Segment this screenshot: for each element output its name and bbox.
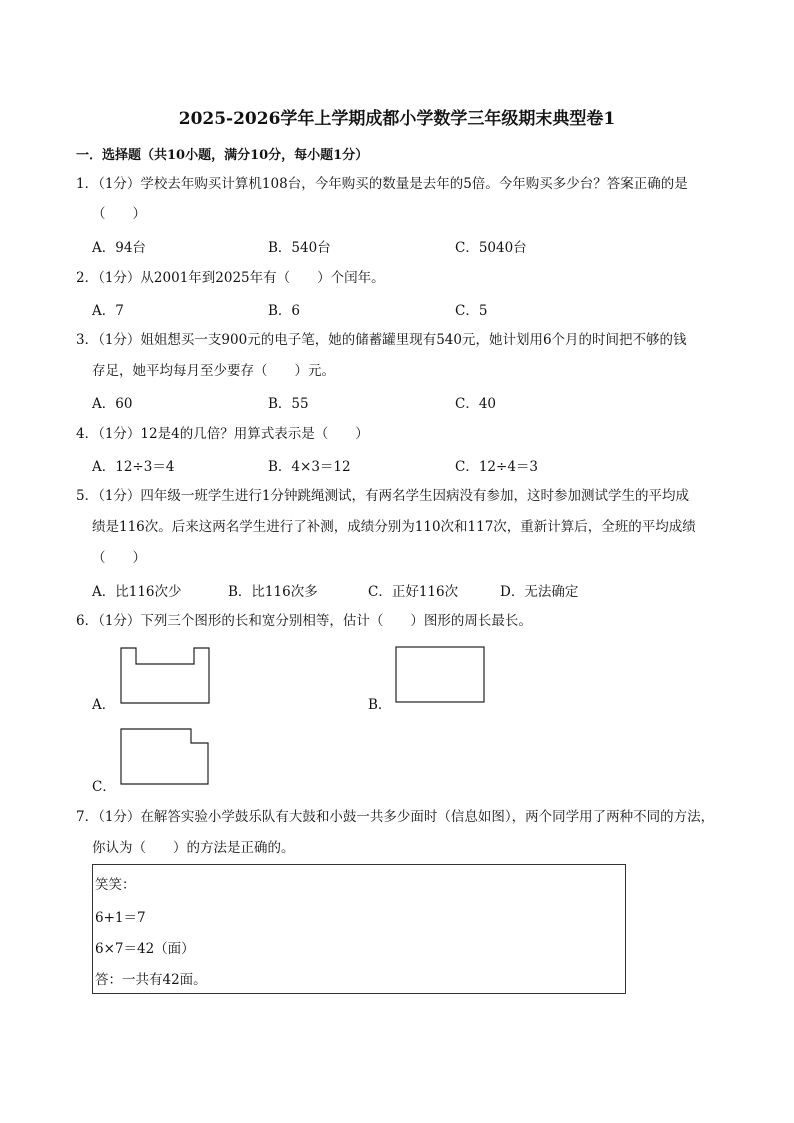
question-3-option-b: B．55 xyxy=(268,396,309,412)
question-5-option-b: B．比116次多 xyxy=(228,584,318,600)
question-7-line-1: 7．（1分）在解答实验小学鼓乐队有大鼓和小鼓一共多少面时（信息如图），两个同学用了两种不同的方法， xyxy=(76,809,715,825)
solution-line-1: 笑笑： xyxy=(95,877,136,893)
question-5-option-d: D．无法确定 xyxy=(500,584,579,600)
solution-line-4: 答：一共有42面。 xyxy=(95,972,207,988)
question-5-option-c: C．正好116次 xyxy=(368,584,459,600)
question-1-line-2: （ ） xyxy=(92,206,146,222)
question-1-option-b: B．540台 xyxy=(268,240,331,256)
question-5-option-a: A．比116次少 xyxy=(92,584,182,600)
question-5-line-1: 5．（1分）四年级一班学生进行1分钟跳绳测试，有两名学生因病没有参加，这时参加测试学生的平均成 xyxy=(76,488,690,504)
solution-box-xiaoxiao xyxy=(92,864,626,994)
figure-c-label: C． xyxy=(92,779,116,795)
figure-a-label: A． xyxy=(92,697,116,713)
section-heading: 一．选择题（共10小题，满分10分，每小题1分） xyxy=(76,148,369,163)
question-6-line-1: 6．（1分）下列三个图形的长和宽分别相等，估计（ ）图形的周长最长。 xyxy=(76,613,532,629)
question-3-option-c: C．40 xyxy=(455,396,497,412)
question-5-line-2: 绩是116次。后来这两名学生进行了补测，成绩分别为110次和117次，重新计算后，全班的平均成绩 xyxy=(92,519,696,535)
solution-line-3: 6×7＝42（面） xyxy=(95,941,195,957)
question-3-line-1: 3．（1分）姐姐想买一支900元的电子笔，她的储蓄罐里现有540元，她计划用6个月的时间把不够的钱 xyxy=(76,332,687,348)
figure-b-rectangle xyxy=(393,645,487,705)
solution-line-2: 6+1＝7 xyxy=(95,910,146,926)
question-4-option-c: C．12÷4＝3 xyxy=(455,459,538,475)
question-2-option-b: B．6 xyxy=(268,303,301,319)
question-5-line-3: （ ） xyxy=(92,550,146,566)
question-1-option-a: A．94台 xyxy=(92,240,146,256)
page-title: 2025-2026学年上学期成都小学数学三年级期末典型卷1 xyxy=(178,109,616,129)
figure-b-label: B． xyxy=(368,697,392,713)
question-2-option-a: A．7 xyxy=(92,303,124,319)
question-2-line-1: 2．（1分）从2001年到2025年有（ ）个闰年。 xyxy=(76,270,385,286)
question-7-line-2: 你认为（ ）的方法是正确的。 xyxy=(92,840,295,856)
question-1-line-1: 1．（1分）学校去年购买计算机108台，今年购买的数量是去年的5倍。今年购买多少台？答案正确的是 xyxy=(76,176,688,192)
figure-a-notched-rectangle xyxy=(118,646,212,706)
figure-c-cut-corner-rectangle xyxy=(118,727,212,787)
question-4-option-b: B．4×3＝12 xyxy=(268,459,351,475)
question-3-line-2: 存足，她平均每月至少要存（ ）元。 xyxy=(92,363,335,379)
question-2-option-c: C．5 xyxy=(455,303,488,319)
question-1-option-c: C．5040台 xyxy=(455,240,527,256)
question-3-option-a: A．60 xyxy=(92,396,133,412)
question-4-option-a: A．12÷3＝4 xyxy=(92,459,175,475)
question-4-line-1: 4．（1分）12是4的几倍？用算式表示是（ ） xyxy=(76,426,369,442)
